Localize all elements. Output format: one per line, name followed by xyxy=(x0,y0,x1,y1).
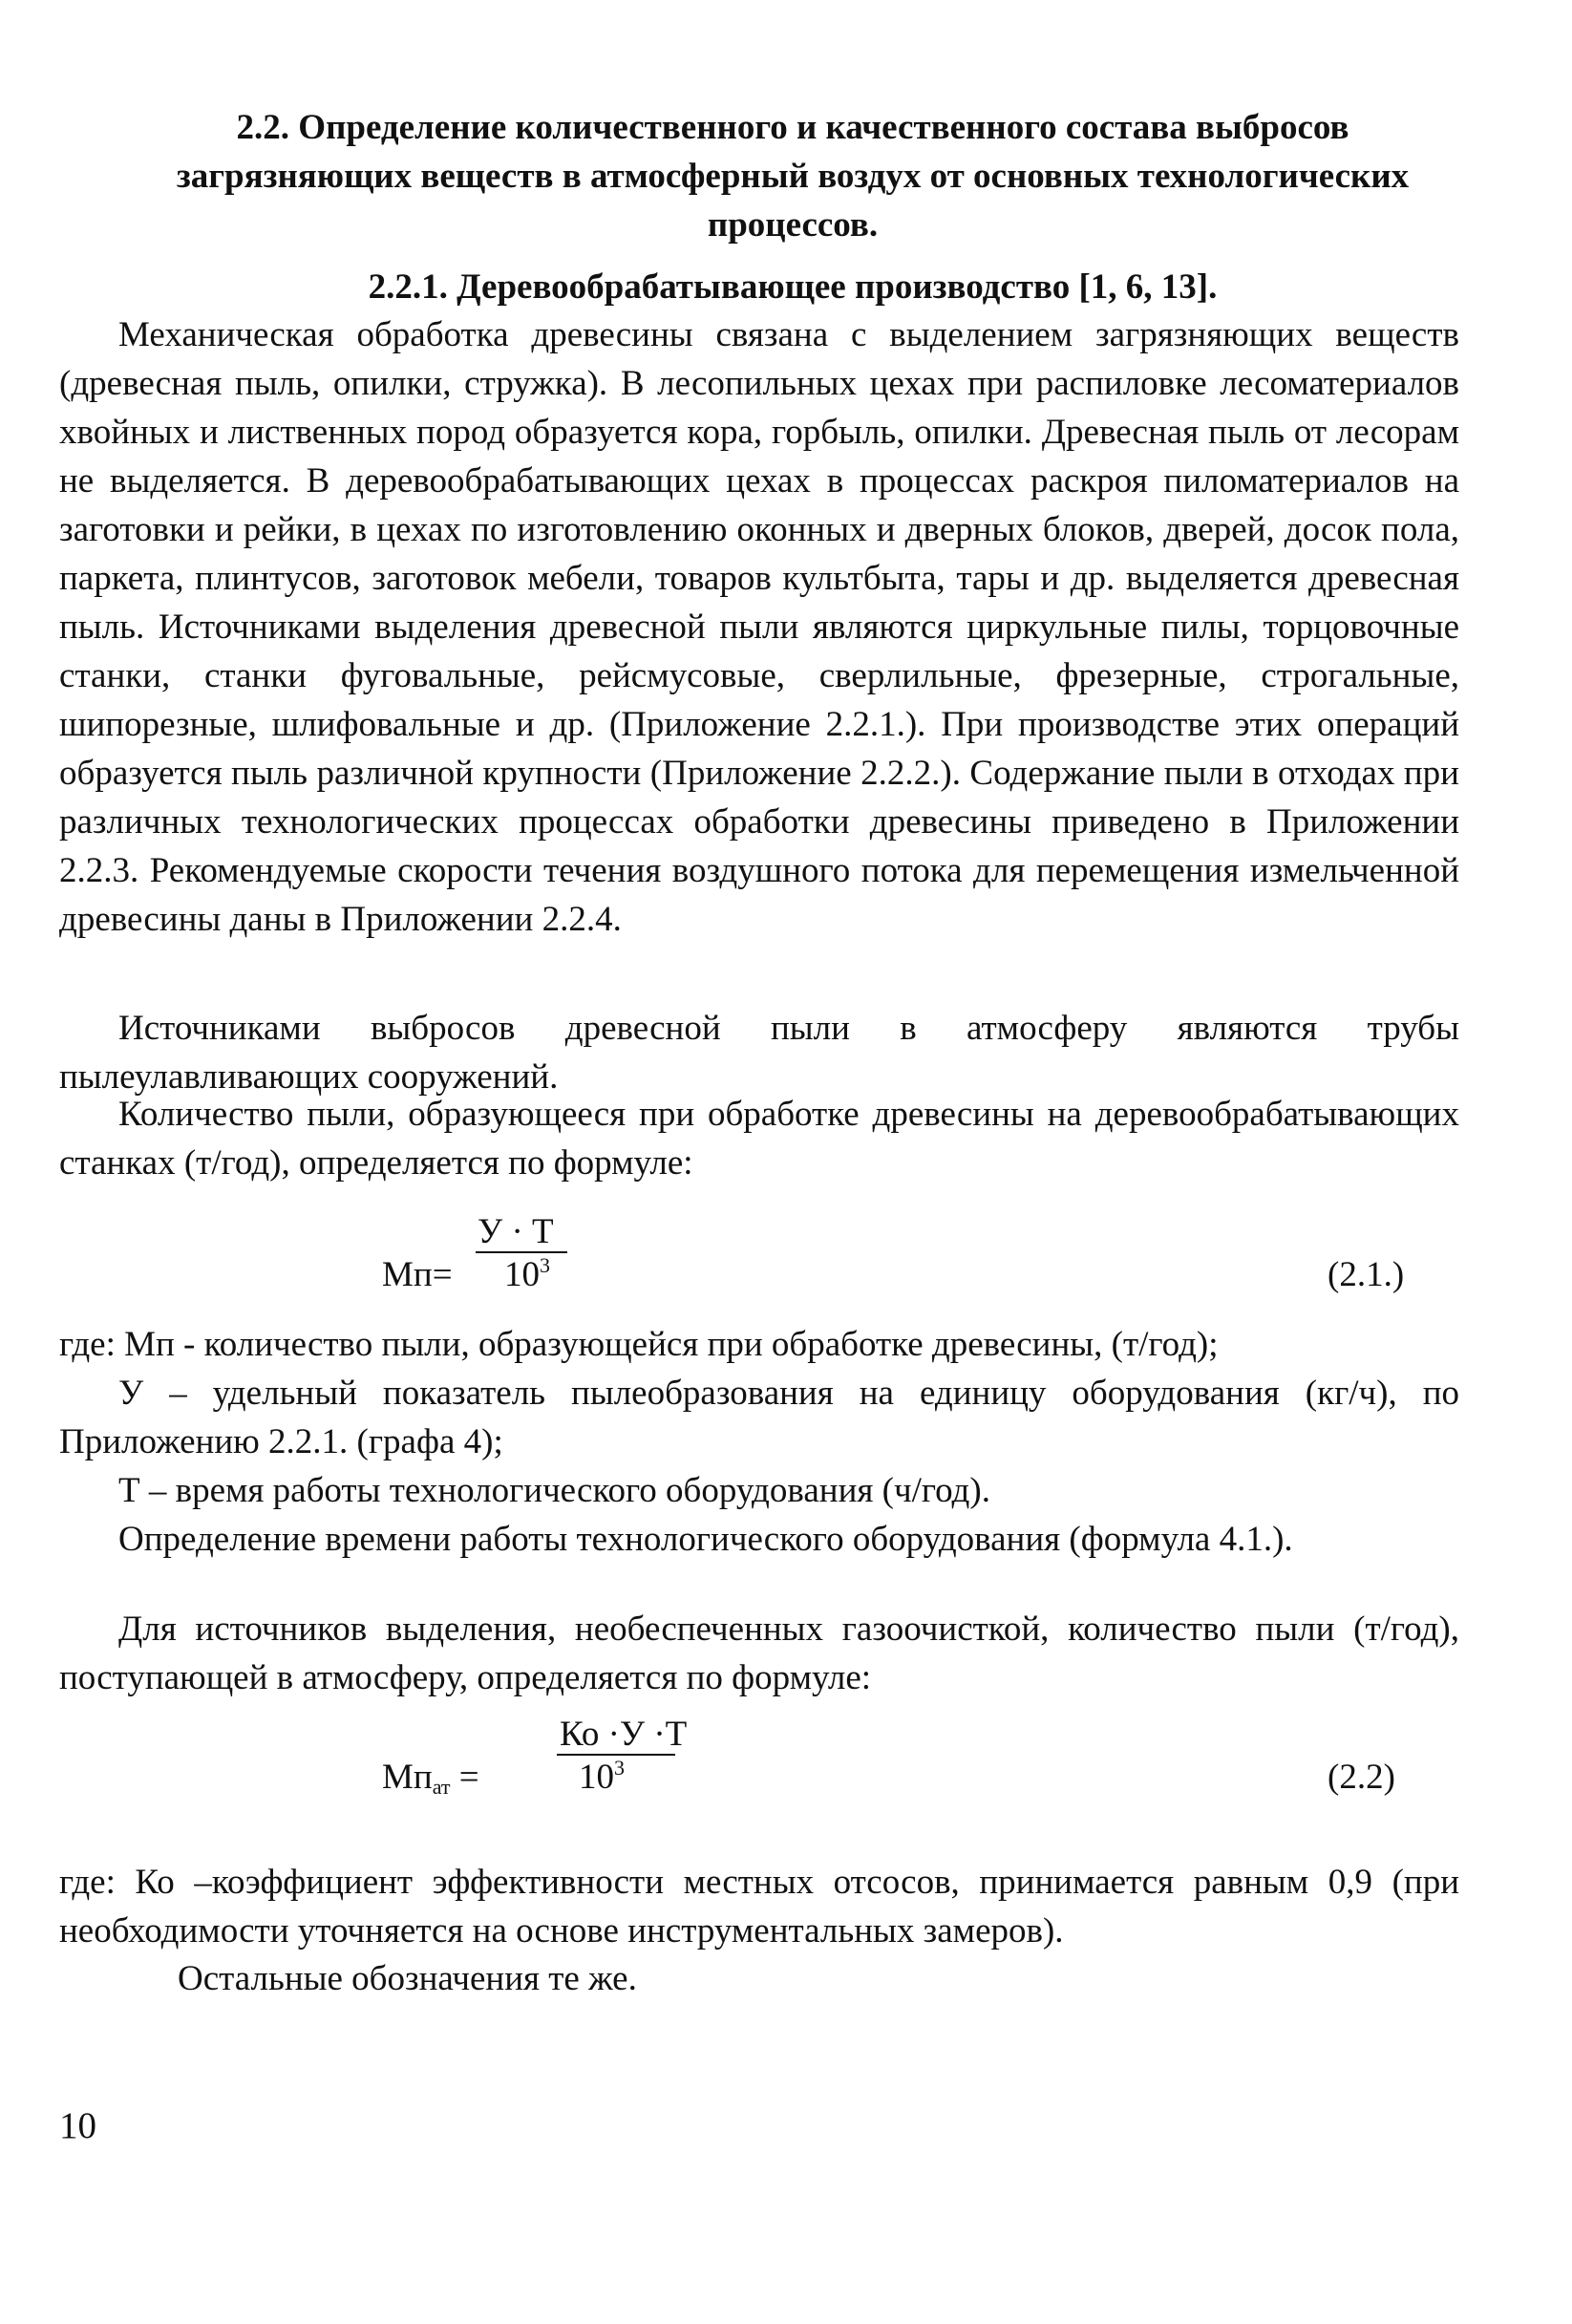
where-line-5: Для источников выделения, необеспеченных газоочисткой, количество пыли (т/год), поступающей в атмосферу, определяется по формуле: xyxy=(59,1610,1459,1697)
formula-2-numerator: Ко ·У ·Т xyxy=(560,1715,688,1754)
formula-2-denominator: $10^3$ xyxy=(579,1756,625,1797)
where-line-1: где: Мп - количество пыли, образующейся при обработке древесины, (т/год); xyxy=(59,1325,1219,1364)
page-number: 10 xyxy=(59,2105,96,2146)
formula-2-number: (2.2) xyxy=(1328,1758,1395,1797)
formula-2-lhs: $Мп_{ат}$ = xyxy=(382,1758,479,1799)
where2-line-2: Остальные обозначения те же. xyxy=(178,1959,637,1998)
paragraph-1: Механическая обработка древесины связана с выделением загрязняющих веществ (древесная пыль, опилки, стружка). В лесопильных цехах при распиловке лесоматериалов хвойных и лиственных пород образуется кора, горбыль, опилки. Древесная пыль от лесорам не выделяется. В деревообрабатывающих цехах в процессах раскроя пиломатериалов на заготовки и рейки, в цехах по изготовлению оконных и дверных блоков, дверей, досок пола, паркета, плинтусов, заготовок мебели, товаров культбыта, тары и др. выделяется древесная пыль. Источниками выделения древесной пыли являются циркульные пилы, торцовочные станки, станки фуговальные, рейсмусовые, сверлильные, фрезерные, строгальные, шипорезные, шлифовальные и др. (Приложение 2.2.1.). При производстве этих операций образуется пыль различной крупности (Приложение 2.2.2.). Содержание пыли в отходах при различных технологических процессах обработки древесины приведено в Приложении 2.2.3. Рекомендуемые скорости течения воздушного потока для перемещения измельченной древесины даны в Приложении 2.2.4. xyxy=(59,315,1459,939)
formula-1-denominator: $10^3$ xyxy=(504,1253,550,1294)
formula-1-number: (2.1.) xyxy=(1328,1255,1405,1294)
paragraph-3: Количество пыли, образующееся при обработке древесины на деревообрабатывающих станках (т/год), определяется по формуле: xyxy=(59,1095,1459,1183)
section-heading: 2.2. Определение количественного и качественного состава выбросов загрязняющих веществ в атмосферный воздух от основных технологических процессов. xyxy=(176,108,1410,245)
subsection-heading: 2.2.1. Деревообрабатывающее производство [1, 6, 13]. xyxy=(368,267,1218,307)
formula-1-fraction-line xyxy=(476,1251,567,1253)
formula-1-lhs: Мп= xyxy=(382,1255,453,1294)
where-line-2: У – удельный показатель пылеобразования на единицу оборудования (кг/ч), по Приложению 2.2.1. (графа 4); xyxy=(59,1374,1459,1461)
formula-1-numerator: У · Т xyxy=(478,1212,554,1251)
where-line-3: Т – время работы технологического оборудования (ч/год). xyxy=(118,1471,990,1510)
where2-line-1: где: Ко –коэффициент эффективности местных отсосов, принимается равным 0,9 (при необходимости уточняется на основе инструментальных замеров). xyxy=(59,1863,1459,1951)
where-line-4: Определение времени работы технологического оборудования (формула 4.1.). xyxy=(118,1520,1293,1559)
paragraph-2: Источниками выбросов древесной пыли в атмосферу являются трубы пылеулавливающих сооружений. xyxy=(59,1009,1459,1097)
